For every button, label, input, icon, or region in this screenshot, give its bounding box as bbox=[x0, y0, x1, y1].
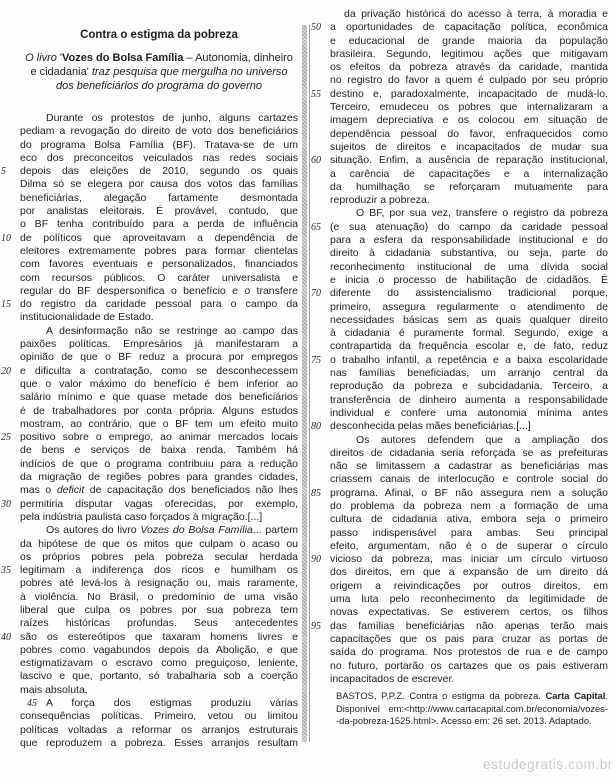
line-number: 70 bbox=[311, 288, 321, 300]
text-line bbox=[20, 218, 298, 231]
line-text: eleitores extremamente pobres para formar clientelas bbox=[20, 244, 298, 257]
line-text: consequências políticas. Primeiro, vetou ou limitou bbox=[20, 710, 298, 723]
text-line bbox=[20, 192, 298, 205]
line-number: 80 bbox=[311, 421, 321, 433]
line-text: positivo sobre o emprego, ao animar mercados locais bbox=[20, 431, 298, 444]
text-line bbox=[311, 287, 608, 300]
line-text: é de trabalhadores por conta própria. Alguns estudos bbox=[20, 404, 298, 417]
line-text: dependência pessoal do favor, enfraquecidos como bbox=[330, 127, 608, 140]
line-text: pobres até levá-los à resignação ou, mais raramente, bbox=[20, 577, 298, 590]
line-number: 85 bbox=[311, 487, 321, 499]
text-line bbox=[20, 511, 298, 524]
line-text: vicioso da pobreza, mas iniciar um círculo virtuoso bbox=[330, 553, 608, 566]
line-text: os efeitos da pobreza através da caridade, mantida bbox=[330, 61, 608, 74]
text-line bbox=[330, 646, 608, 659]
line-text: não se limitassem a cadastrar as beneficiárias mas bbox=[330, 460, 608, 473]
line-number: 95 bbox=[311, 620, 321, 632]
line-text: passo indispensável para ambas. Seu principal bbox=[330, 526, 608, 539]
text-line bbox=[20, 604, 298, 617]
text-line bbox=[330, 234, 608, 247]
line-text: no registro do favor a quem é culpado por seu próprio bbox=[330, 74, 608, 87]
text-line bbox=[311, 154, 608, 167]
line-text: A força dos estigmas produziu várias bbox=[46, 697, 298, 710]
line-number: 5 bbox=[1, 166, 6, 178]
text-line bbox=[20, 245, 298, 258]
text-line bbox=[20, 577, 298, 590]
text-line bbox=[311, 220, 608, 234]
line-text: BASTOS, P.P.Z. Contra o estigma da pobreza. Carta Capital. bbox=[336, 690, 608, 701]
line-text: destino e, paradoxalmente, incapacitado de mudá-lo. bbox=[330, 87, 608, 100]
text-line bbox=[330, 168, 608, 181]
text-line bbox=[330, 247, 608, 260]
text-line bbox=[330, 207, 608, 220]
text-line bbox=[330, 340, 608, 353]
line-text: do programa Bolsa Família (BF). Tratava-se de um bbox=[20, 138, 298, 151]
line-text: para a esfera da responsabilidade institucional e do bbox=[330, 234, 608, 247]
text-line bbox=[20, 351, 298, 364]
line-text: do problema da pobreza nem a formação de uma bbox=[330, 499, 608, 512]
text-line bbox=[330, 673, 608, 686]
line-text: da migração de regiões pobres para grandes cidades, bbox=[20, 471, 298, 484]
line-text: capacitações que os pais para cruzar as portas de bbox=[330, 632, 608, 645]
line-text: (e sua atenuação) do campo da caridade pessoal bbox=[330, 220, 608, 233]
line-text: brasileira. Segundo, legitimou ações que mitigavam bbox=[330, 47, 608, 60]
line-text: incapacitados de escrever. bbox=[330, 672, 455, 685]
line-text: opinião de que o BF reduz a procura por empregos bbox=[20, 351, 298, 364]
text-line bbox=[1, 564, 298, 577]
text-line bbox=[311, 21, 608, 34]
text-line bbox=[330, 394, 608, 407]
line-text: primeiro, assegura regularmente o atendimento de bbox=[330, 300, 608, 313]
line-text: O BF, por sua vez, transfere o registro da pobreza bbox=[356, 207, 608, 220]
line-text: reproduzir a pobreza. bbox=[330, 194, 430, 207]
line-text: diferente do assistencialismo tradicional porque, bbox=[330, 287, 608, 300]
line-text: A desinformação não se restringe ao campo das bbox=[46, 324, 298, 337]
text-line bbox=[330, 473, 608, 486]
line-text: paixões políticas. Empresários já manifestaram a bbox=[20, 338, 298, 351]
line-text: desconhecida pelas mães beneficiárias.[...] bbox=[330, 420, 531, 433]
line-text: da privação histórica do acesso à terra, à moradia e bbox=[344, 8, 608, 20]
line-text: pediam a revogação do direito de voto dos beneficiários bbox=[20, 125, 298, 138]
text-line bbox=[330, 606, 608, 619]
text-line bbox=[20, 311, 298, 324]
text-line bbox=[20, 551, 298, 564]
line-text: Terceiro, emudeceu os pobres que internalizaram a bbox=[330, 101, 608, 114]
text-line bbox=[20, 112, 298, 125]
text-line bbox=[330, 593, 608, 606]
text-line bbox=[1, 630, 298, 644]
line-text: com favores eventuais e personalizados, financiados bbox=[20, 258, 298, 271]
line-text: programa. Afinal, o BF não assegura nem a solução bbox=[330, 486, 608, 499]
line-text: raízes históricas profundas. Seus antecedentes bbox=[20, 617, 298, 630]
line-number: 65 bbox=[311, 221, 321, 233]
line-text: permitiria disputar vagas oferecidas, por exemplo, bbox=[20, 497, 298, 510]
line-number: 50 bbox=[311, 22, 321, 34]
text-line bbox=[20, 458, 298, 471]
line-text: da humilhação se reforçaram mutuamente para bbox=[330, 180, 608, 193]
line-number: 40 bbox=[1, 631, 11, 643]
line-text: origem a reivindicações por outros direitos, em bbox=[330, 579, 608, 592]
text-line bbox=[20, 524, 298, 537]
text-line bbox=[20, 657, 298, 670]
text-line bbox=[20, 152, 298, 165]
text-line bbox=[311, 353, 608, 367]
line-text: e educacional de grande maioria da população bbox=[330, 34, 608, 47]
text-line bbox=[336, 703, 608, 716]
text-line bbox=[330, 61, 608, 74]
text-line bbox=[330, 35, 608, 48]
line-text: da hipótese de que os mitos que culpam o acaso ou bbox=[20, 537, 298, 550]
text-line bbox=[20, 391, 298, 404]
line-text: institucionalidade de Estado. bbox=[20, 311, 154, 324]
line-number: 35 bbox=[1, 565, 11, 577]
line-text: são os estereótipos que taxaram homens livres e bbox=[20, 630, 298, 643]
text-line bbox=[20, 418, 298, 431]
text-line bbox=[330, 660, 608, 673]
line-text: no futuro, portarão os cartazes que os pais estiveram bbox=[330, 659, 608, 672]
text-line bbox=[20, 258, 298, 271]
text-line bbox=[1, 298, 298, 311]
line-text: salário mínimo e que quase metade dos beneficiários bbox=[20, 391, 298, 404]
line-text: de políticos que aproveitavam a dependência de bbox=[20, 231, 298, 244]
column-divider bbox=[302, 25, 307, 742]
text-line bbox=[20, 285, 298, 298]
line-number: 30 bbox=[1, 498, 11, 510]
line-text: novas expectativas. Se estiverem certos, os filhos bbox=[330, 606, 608, 619]
line-text: e dificulta a contratação, como se desconhecessem bbox=[20, 364, 298, 377]
line-text: saída do programa. Nos protestos de rua e de campo bbox=[330, 646, 608, 659]
citation bbox=[336, 690, 608, 728]
line-number: 15 bbox=[1, 299, 11, 311]
text-line bbox=[311, 420, 608, 433]
line-text: mas o deficit de capacitação dos beneficiados não lhes bbox=[20, 484, 299, 497]
line-text: necessidades básicas sem as quais qualquer direito bbox=[330, 313, 608, 326]
subtitle-line: dos beneficiários do programa do governo bbox=[55, 79, 263, 92]
line-text: indícios de que o programa contribuiu para a redução bbox=[20, 457, 298, 470]
line-text: à violência. No Brasil, o predomínio de uma visão bbox=[20, 590, 298, 603]
text-line bbox=[20, 378, 298, 391]
line-text: legitimam a indiferença dos ricos e humilham os bbox=[20, 564, 298, 577]
line-text: transferência de dinheiro aumenta a responsabilidade bbox=[330, 393, 608, 406]
text-line bbox=[330, 301, 608, 314]
text-line bbox=[20, 338, 298, 351]
line-text: sujeitos de direitos e incapacitados de mudar sua bbox=[330, 140, 608, 153]
line-text: Os autores defendem que a ampliação dos bbox=[356, 433, 608, 446]
text-line bbox=[330, 181, 608, 194]
line-number: 55 bbox=[311, 88, 321, 100]
text-line bbox=[330, 500, 608, 513]
line-text: por analistas eleitorais. É provável, contudo, que bbox=[20, 205, 298, 218]
line-text: liberal que culpa os pobres por sua pobreza tem bbox=[20, 603, 298, 616]
column-divider-line bbox=[309, 25, 310, 742]
line-text: o trabalho infantil, a repetência e a baixa escolaridade bbox=[330, 353, 608, 366]
line-text: efeito, argumentam, não é o de superar o círculo bbox=[330, 539, 608, 552]
line-number: 90 bbox=[311, 554, 321, 566]
text-line bbox=[20, 444, 298, 457]
line-text: nas famílias beneficiadas, um arranjo central da bbox=[330, 367, 608, 380]
text-line bbox=[336, 690, 608, 703]
text-line bbox=[20, 405, 298, 418]
text-line bbox=[1, 231, 298, 245]
text-line bbox=[20, 139, 298, 152]
line-text: pela indústria paulista caso forçados à migração.[...] bbox=[20, 510, 263, 523]
text-line bbox=[330, 447, 608, 460]
line-text: beneficiárias, alegação fartamente desmontada bbox=[20, 191, 298, 204]
text-line bbox=[330, 314, 608, 327]
line-text: mais absoluta. bbox=[20, 683, 88, 696]
line-text: cultura de cidadania ativa, embora seja o primeiro bbox=[330, 513, 608, 526]
line-number: 45 bbox=[27, 698, 37, 710]
text-line bbox=[20, 538, 298, 551]
text-line bbox=[330, 194, 608, 207]
text-line bbox=[20, 684, 298, 697]
subtitle-line: e cidadania' traz pesquisa que mergulha no universo bbox=[30, 65, 288, 78]
line-text: dos direitos, em que a expansão de um direito dá bbox=[330, 566, 608, 579]
text-line bbox=[330, 380, 608, 393]
line-text: das famílias beneficiárias não apenas terão mais bbox=[330, 619, 608, 632]
watermark: estudegratis.com.br bbox=[483, 757, 613, 772]
text-line bbox=[311, 619, 608, 633]
line-text: à cidadania é puramente formal. Segundo, exige a bbox=[330, 327, 608, 340]
line-text: e inicia o processo de habilitação de cidadãos. É bbox=[330, 273, 608, 286]
line-text: a carência de capacitações e a internalização bbox=[330, 167, 608, 180]
line-text: situação. Enfim, a ausência de reparação institucional, bbox=[330, 154, 608, 167]
text-line bbox=[1, 497, 298, 511]
text-line bbox=[1, 364, 298, 378]
right-column-text bbox=[311, 8, 608, 686]
text-line bbox=[330, 540, 608, 553]
subtitle-line: O livro 'Vozes do Bolsa Família – Autonomia, dinheiro bbox=[25, 52, 293, 64]
text-line bbox=[20, 710, 298, 723]
line-text: depois das eleições de 2010, segundo os quais bbox=[20, 165, 298, 178]
text-line bbox=[330, 367, 608, 380]
line-text: Os autores do livro Vozes do Bolsa Família... partem bbox=[46, 524, 298, 537]
text-line bbox=[330, 327, 608, 340]
text-line bbox=[330, 48, 608, 61]
line-text: que reproduzem a pobreza. Esses arranjos resultam bbox=[20, 736, 298, 749]
text-line bbox=[20, 737, 298, 750]
text-line bbox=[20, 178, 298, 191]
line-text: de bens e serviços de baixa renda. Também há bbox=[20, 444, 298, 457]
text-line bbox=[330, 580, 608, 593]
line-number: 20 bbox=[1, 365, 11, 377]
text-line bbox=[20, 670, 298, 683]
line-text: que o valor máximo do benefício é bem inferior ao bbox=[20, 377, 298, 390]
text-line bbox=[20, 484, 298, 497]
line-text: criassem canais de interlocução e controle social do bbox=[330, 473, 608, 486]
line-text: -da-pobreza-1525.html>. Acesso em: 26 set. 2013. Adaptado. bbox=[336, 715, 592, 727]
text-line bbox=[336, 715, 608, 728]
line-text: mostram, ao contrário, que o BF tem um efeito muito bbox=[20, 417, 298, 430]
line-text: regular do BF despersonifica o benefício e o transfere bbox=[20, 284, 298, 297]
text-line bbox=[1, 431, 298, 444]
line-text: estigmatizavam o escravo como preguiçoso, leniente, bbox=[20, 657, 298, 670]
text-line bbox=[330, 460, 608, 473]
text-line bbox=[330, 633, 608, 646]
text-line bbox=[311, 486, 608, 500]
text-line bbox=[330, 407, 608, 420]
line-text: pobres como vagabundos depois da Abolição, e que bbox=[20, 643, 298, 656]
line-text: direitos de cidadania seria reforçada se as prefeituras bbox=[330, 446, 608, 459]
line-text: Dilma só se elegera por causa dos votos das famílias bbox=[20, 178, 298, 191]
text-line bbox=[20, 644, 298, 657]
text-line bbox=[330, 434, 608, 447]
text-line bbox=[20, 724, 298, 737]
text-line bbox=[330, 8, 608, 21]
text-line bbox=[330, 128, 608, 141]
text-line bbox=[330, 274, 608, 287]
line-text: direito à cidadania substantiva, ou seja, parte do bbox=[330, 247, 608, 260]
text-line bbox=[20, 617, 298, 630]
line-text: a oportunidades de capacitação política, econômica bbox=[330, 21, 608, 34]
line-text: Disponível em:<http://www.cartacapital.com.br/economia/vozes- bbox=[336, 702, 608, 714]
text-line bbox=[330, 566, 608, 579]
line-text: do registro da caridade pessoal para o campo da bbox=[20, 298, 298, 311]
line-text: imagem depreciativa e os colocou em situação de bbox=[330, 114, 608, 127]
text-line bbox=[330, 141, 608, 154]
text-line bbox=[20, 697, 298, 710]
line-text: os próprios pobres pela pobreza secular herdada bbox=[20, 550, 298, 563]
line-text: com recursos públicos. O caráter universalista e bbox=[20, 271, 298, 284]
line-text: lascivo e que, portanto, só trabalharia sob a coerção bbox=[20, 670, 298, 683]
text-line bbox=[20, 591, 298, 604]
article-title: Contra o estigma da pobreza bbox=[80, 29, 238, 41]
text-line bbox=[311, 553, 608, 566]
text-line bbox=[330, 74, 608, 87]
text-line bbox=[20, 471, 298, 484]
text-line bbox=[20, 272, 298, 285]
text-line bbox=[20, 325, 298, 338]
text-line bbox=[20, 125, 298, 138]
line-number: 25 bbox=[1, 432, 11, 444]
line-text: reprodução da pobreza e subcidadania. Terceiro, a bbox=[330, 380, 608, 393]
text-line bbox=[330, 261, 608, 274]
line-text: eco dos preconceitos veiculados nas redes sociais bbox=[20, 151, 298, 164]
text-line bbox=[311, 87, 608, 101]
line-number: 10 bbox=[1, 232, 11, 244]
line-number: 60 bbox=[311, 155, 321, 167]
line-text: o BF tenha contribuído para a perda de influência bbox=[20, 218, 298, 231]
text-line bbox=[330, 101, 608, 114]
line-text: reconhecimento institucional de uma dívida social bbox=[330, 260, 608, 273]
left-column-text bbox=[1, 112, 299, 750]
line-text: uma luta pelo reconhecimento da legitimidade de bbox=[330, 593, 608, 606]
text-line bbox=[1, 165, 298, 178]
line-text: políticas voltadas a reformar os arranjos estruturais bbox=[20, 723, 298, 736]
line-text: individual e confere uma autonomia mínima antes bbox=[330, 406, 608, 419]
line-number: 75 bbox=[311, 354, 321, 366]
article-subtitle bbox=[10, 52, 308, 93]
text-line bbox=[20, 205, 298, 218]
text-line bbox=[330, 513, 608, 526]
text-line bbox=[330, 527, 608, 540]
line-text: Durante os protestos de junho, alguns cartazes bbox=[46, 112, 298, 124]
line-text: contrapartida da frequência escolar e, de fato, reduz bbox=[330, 340, 608, 353]
text-line bbox=[330, 114, 608, 127]
